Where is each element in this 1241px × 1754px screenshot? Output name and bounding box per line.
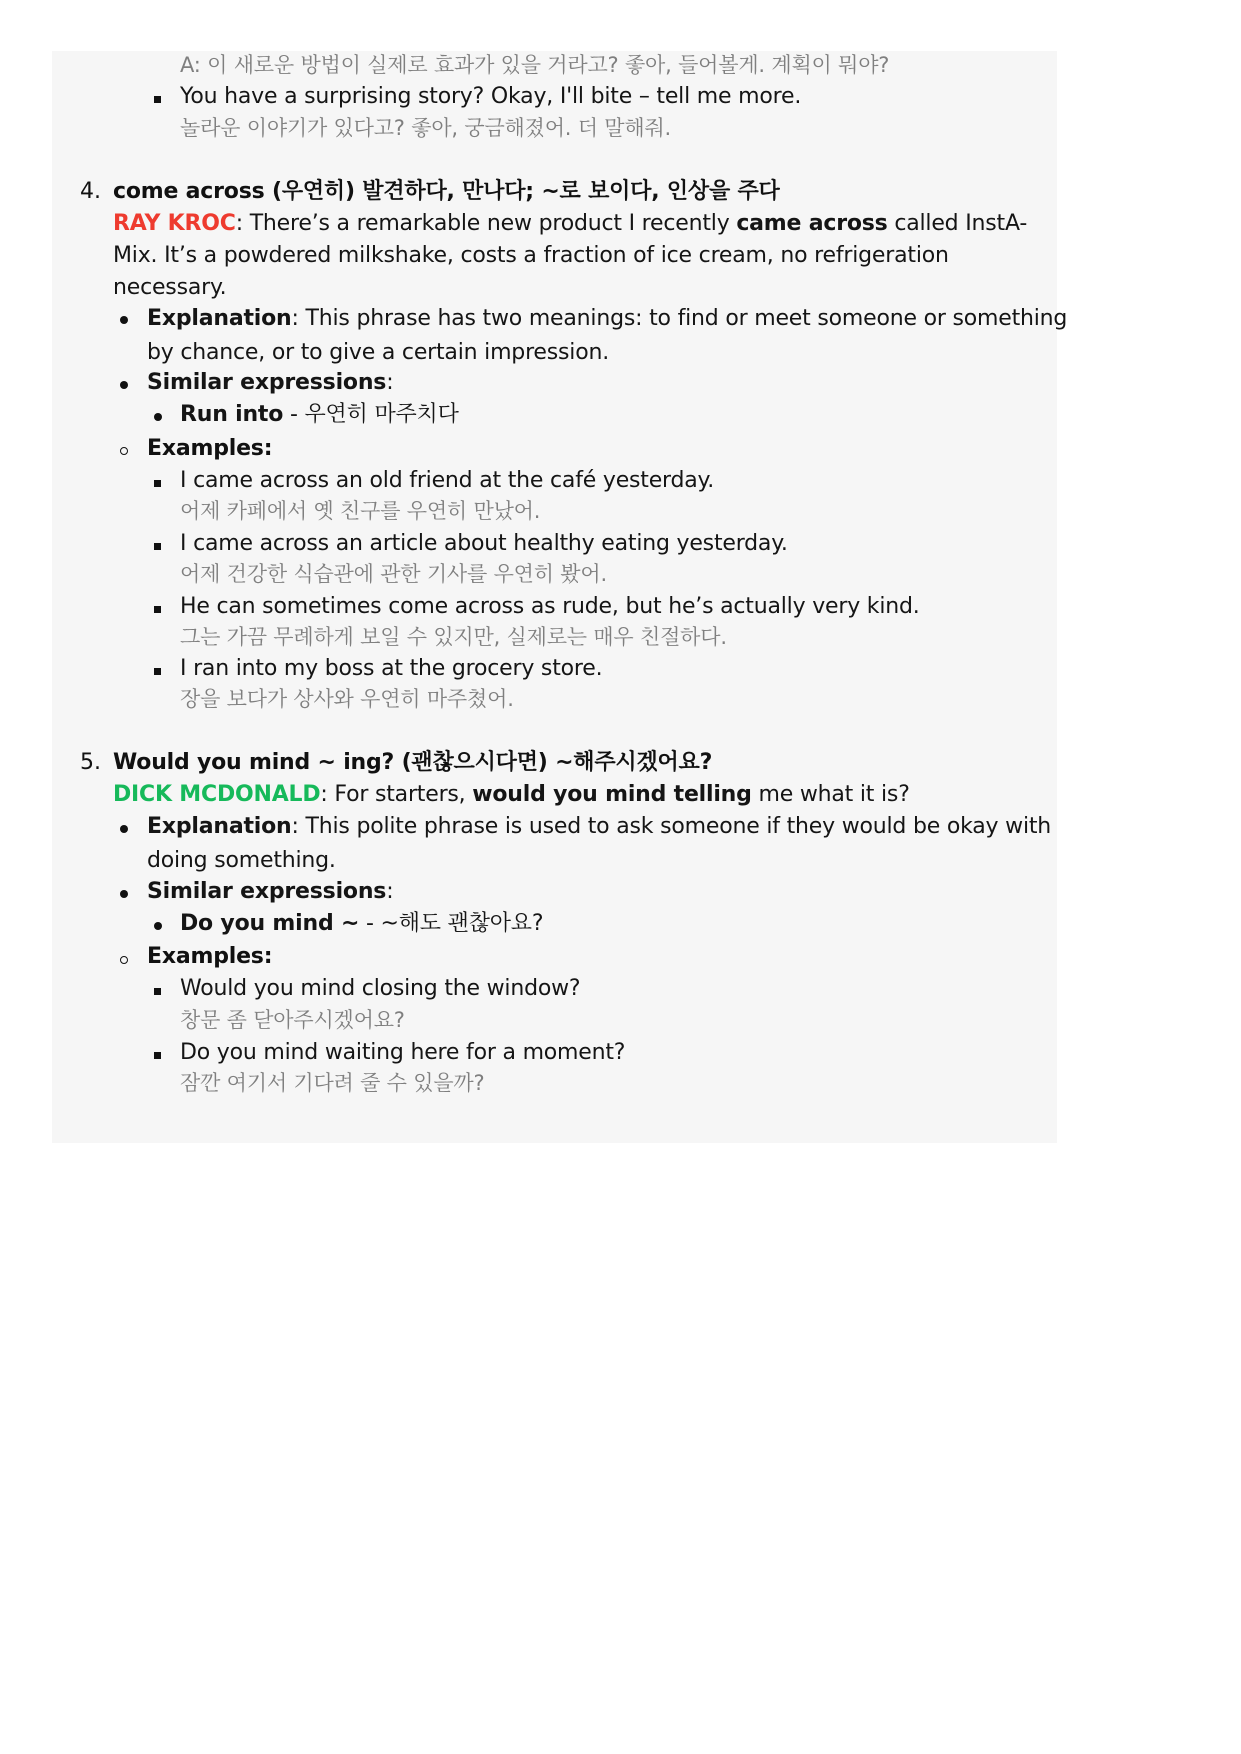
square-bullet-icon: [154, 606, 161, 613]
hollow-bullet-icon: [120, 447, 128, 455]
korean-translation: 창문 좀 닫아주시겠어요?: [180, 1008, 405, 1032]
bullet-icon: [120, 316, 128, 324]
square-bullet-icon: [154, 988, 161, 995]
square-bullet-icon: [154, 543, 161, 550]
examples-label: Examples:: [147, 944, 273, 969]
example-sentence: I came across an old friend at the café yesterday.: [180, 468, 715, 493]
highlighted-phrase: would you mind telling: [472, 782, 752, 807]
korean-translation: 그는 가끔 무례하게 보일 수 있지만, 실제로는 매우 친절하다.: [180, 625, 727, 649]
section-number: 4.: [80, 179, 101, 204]
example-sentence: You have a surprising story? Okay, I'll bite – tell me more.: [180, 84, 802, 109]
speaker-name: DICK MCDONALD: [113, 782, 321, 807]
bullet-icon: [120, 890, 128, 898]
korean-translation: 잠깐 여기서 기다려 줄 수 있을까?: [180, 1071, 485, 1095]
speaker-name: RAY KROC: [113, 211, 236, 236]
example-sentence: Would you mind closing the window?: [180, 976, 581, 1001]
example-sentence: Do you mind waiting here for a moment?: [180, 1040, 626, 1065]
example-sentence: He can sometimes come across as rude, but he’s actually very kind.: [180, 594, 920, 619]
bullet-icon: [154, 413, 162, 421]
bullet-icon: [154, 922, 162, 930]
korean-translation: 어제 건강한 식습관에 관한 기사를 우연히 봤어.: [180, 562, 607, 586]
section-title: Would you mind ~ ing? (괜찮으시다면) ~해주시겠어요?: [113, 750, 713, 775]
similar-expression-item: Run into - 우연히 마주치다: [180, 402, 459, 427]
similar-expressions-label: Similar expressions:: [147, 370, 394, 395]
examples-label: Examples:: [147, 436, 273, 461]
section-title: come across (우연히) 발견하다, 만나다; ~로 보이다, 인상을 주다: [113, 179, 780, 204]
dialogue-quote: RAY KROC: There’s a remarkable new product I recently came across called InstA-: [113, 211, 1028, 236]
korean-translation: 장을 보다가 상사와 우연히 마주쳤어.: [180, 687, 514, 711]
dialogue-quote-line: Mix. It’s a powdered milkshake, costs a fraction of ice cream, no refrigeration: [113, 243, 949, 268]
korean-translation: 놀라운 이야기가 있다고? 좋아, 궁금해졌어. 더 말해줘.: [180, 116, 672, 140]
explanation-line: by chance, or to give a certain impression.: [147, 340, 610, 365]
explanation-line: doing something.: [147, 848, 336, 873]
explanation: Explanation: This phrase has two meanings: to find or meet someone or something: [147, 306, 1068, 331]
section-number: 5.: [80, 750, 101, 775]
highlighted-phrase: came across: [736, 211, 888, 236]
example-sentence: I ran into my boss at the grocery store.: [180, 656, 603, 681]
explanation: Explanation: This polite phrase is used to ask someone if they would be okay with: [147, 814, 1052, 839]
square-bullet-icon: [154, 480, 161, 487]
similar-expression-item: Do you mind ~ - ~해도 괜찮아요?: [180, 911, 544, 936]
square-bullet-icon: [154, 668, 161, 675]
example-sentence: I came across an article about healthy eating yesterday.: [180, 531, 788, 556]
bullet-icon: [120, 381, 128, 389]
hollow-bullet-icon: [120, 956, 128, 964]
similar-expressions-label: Similar expressions:: [147, 879, 394, 904]
square-bullet-icon: [154, 96, 161, 103]
korean-translation: 어제 카페에서 옛 친구를 우연히 만났어.: [180, 499, 541, 523]
korean-translation: A: 이 새로운 방법이 실제로 효과가 있을 거라고? 좋아, 들어볼게. 계획이 뭐야?: [180, 53, 890, 77]
dialogue-quote: DICK MCDONALD: For starters, would you mind telling me what it is?: [113, 782, 910, 807]
square-bullet-icon: [154, 1052, 161, 1059]
bullet-icon: [120, 825, 128, 833]
dialogue-quote-line: necessary.: [113, 275, 227, 300]
